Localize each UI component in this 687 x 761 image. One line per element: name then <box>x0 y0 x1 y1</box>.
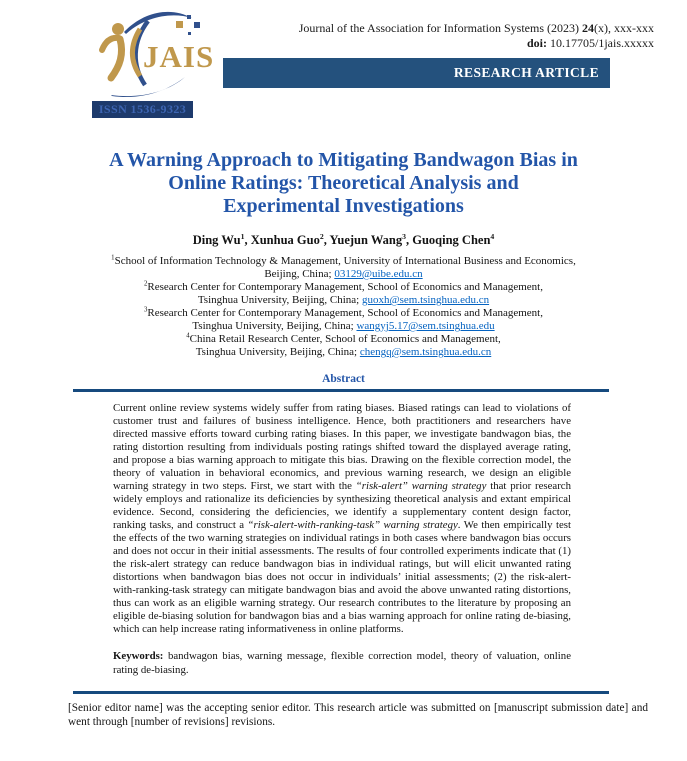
text-segment: Research Center for Contemporary Management, School of Economics and Management, <box>147 281 543 293</box>
email-link[interactable]: chengq@sem.tsinghua.edu.cn <box>359 346 492 358</box>
text-segment: 4 <box>490 231 495 241</box>
text-segment: 2 <box>319 231 324 241</box>
text-segment: bandwagon bias, warning message, flexible correction model, theory of valuation, online rating de-biasing. <box>113 650 571 676</box>
research-article-banner <box>223 58 610 88</box>
text-segment: Research Center for Contemporary Management, School of Economics and Management, <box>147 307 543 319</box>
issn-badge <box>92 101 193 118</box>
text-segment: 3 <box>144 306 148 314</box>
text-segment: 1 <box>240 231 245 241</box>
text-segment: Keywords: <box>113 650 168 662</box>
affiliation-line <box>0 255 687 268</box>
text-segment: , Xunhua Guo <box>244 233 320 247</box>
text-segment: 10.17705/1jais.xxxxx <box>550 36 654 50</box>
text-segment: Tsinghua University, Beijing, China; <box>192 320 357 332</box>
affiliation-line <box>0 281 687 294</box>
text-segment: [Senior editor name] was the accepting senior editor. This research article was submitted on [manuscript submission date] and went through [number of revisions] revisions. <box>68 702 648 728</box>
journal-info <box>299 21 654 51</box>
title-line-3: Experimental Investigations <box>223 195 464 217</box>
abstract-top-rule <box>73 389 609 392</box>
abstract-heading: Abstract <box>322 373 365 385</box>
text-segment: (x), xxx-xxx <box>594 21 654 35</box>
abstract-text <box>113 402 571 636</box>
paper-title <box>0 149 687 218</box>
logo-pixel-dots <box>176 15 200 35</box>
text-segment: 4 <box>186 332 190 340</box>
text-segment: “risk-alert” warning strategy <box>355 480 487 492</box>
email-link[interactable]: wangyj5.17@sem.tsinghua.edu <box>356 320 495 332</box>
text-segment: Tsinghua University, Beijing, China; <box>197 294 362 306</box>
text-segment: China Retail Research Center, School of Economics and Management, <box>189 333 501 345</box>
text-segment: . We then empirically test the effects of the two warning strategies on individual ratings in both cases where bandwagon bias occurs and does not occur in their initial assessments. The results of four controlled experiments indicate that (1) the risk-alert strategy can reduce bandwagon bias in individual ratings, but will elicit unwanted rating distortions when bandwagon bias does not occur in individuals’ initial assessments; (2) the risk-alert-with-ranking-task strategy can mitigate bandwagon bias and avoid the above unwanted rating distortions, thus can work as an eligible warning strategy. Our research contributes to the literature by proposing an eligible de-biasing solution for bandwagon bias and a bias warning approach for online rating de-biasing, which can help increase rating informativeness in online platforms. <box>113 519 571 635</box>
text-segment: , Yuejun Wang <box>323 233 403 247</box>
logo-wordmark: JAIS <box>143 39 215 74</box>
banner-label: RESEARCH ARTICLE <box>453 65 599 80</box>
text-segment: School of Information Technology & Management, University of International Business and Economics, <box>114 255 576 267</box>
affiliation-line <box>0 268 687 281</box>
affiliation-line <box>0 294 687 307</box>
text-segment: that prior research widely employs and rationalize its deficiencies by synthesizing theoretical analysis and extant empirical evidence. Second, considering the deficiencies, we identify a supplementary content design factor, ranking tasks, and construct a <box>113 480 571 531</box>
text-segment: Tsinghua University, Beijing, China; <box>195 346 360 358</box>
text-segment: , Guoqing Chen <box>405 233 491 247</box>
text-segment: Current online review systems widely suffer from rating biases. Biased ratings can lead to violations of customer trust and failures of business intelligence. Hence, both practitioners and researchers have directed massive efforts toward curbing rating biases. In this paper, we investigate bandwagon bias, the rating distortion resulting from individuals posting ratings shifted toward the displayed average rating, and propose a bias warning approach to mitigate this bias. Drawing on the flexible correction model, the theory of valuation in behavioral economics, and previous warning research, we design an eligible warning strategy in two steps. First, we start with the <box>113 402 571 492</box>
affiliation-line <box>0 320 687 333</box>
text-segment: Beijing, China; <box>264 268 335 280</box>
email-link[interactable]: guoxh@sem.tsinghua.edu.cn <box>361 294 490 306</box>
text-segment: doi: <box>526 36 550 50</box>
footnote-rule <box>73 691 609 694</box>
editor-footnote <box>68 702 648 729</box>
text-segment: 2 <box>144 280 148 288</box>
jais-logo-icon <box>88 8 218 100</box>
affiliation-line <box>0 346 687 359</box>
text-segment: 24 <box>582 21 594 35</box>
journal-citation-line <box>299 21 654 36</box>
affiliation-line <box>0 333 687 346</box>
text-segment: 3 <box>402 231 406 241</box>
keywords-text <box>113 649 571 677</box>
title-line-2: Online Ratings: Theoretical Analysis and <box>168 172 519 194</box>
title-line-1: A Warning Approach to Mitigating Bandwagon Bias in <box>109 149 578 171</box>
text-segment: Journal of the Association for Information Systems (2023) <box>298 21 582 35</box>
email-link[interactable]: 03129@uibe.edu.cn <box>334 268 423 280</box>
doi-line <box>299 36 654 51</box>
abstract-section <box>113 402 571 677</box>
issn-text: ISSN 1536-9323 <box>98 102 187 116</box>
affiliations <box>0 255 687 359</box>
text-segment: “risk-alert-with-ranking-task” warning strategy <box>247 519 458 531</box>
text-segment: 1 <box>111 254 115 262</box>
affiliation-line <box>0 307 687 320</box>
text-segment: Ding Wu <box>192 233 241 247</box>
logo-person-figure <box>102 23 124 78</box>
authors-line <box>0 233 687 248</box>
